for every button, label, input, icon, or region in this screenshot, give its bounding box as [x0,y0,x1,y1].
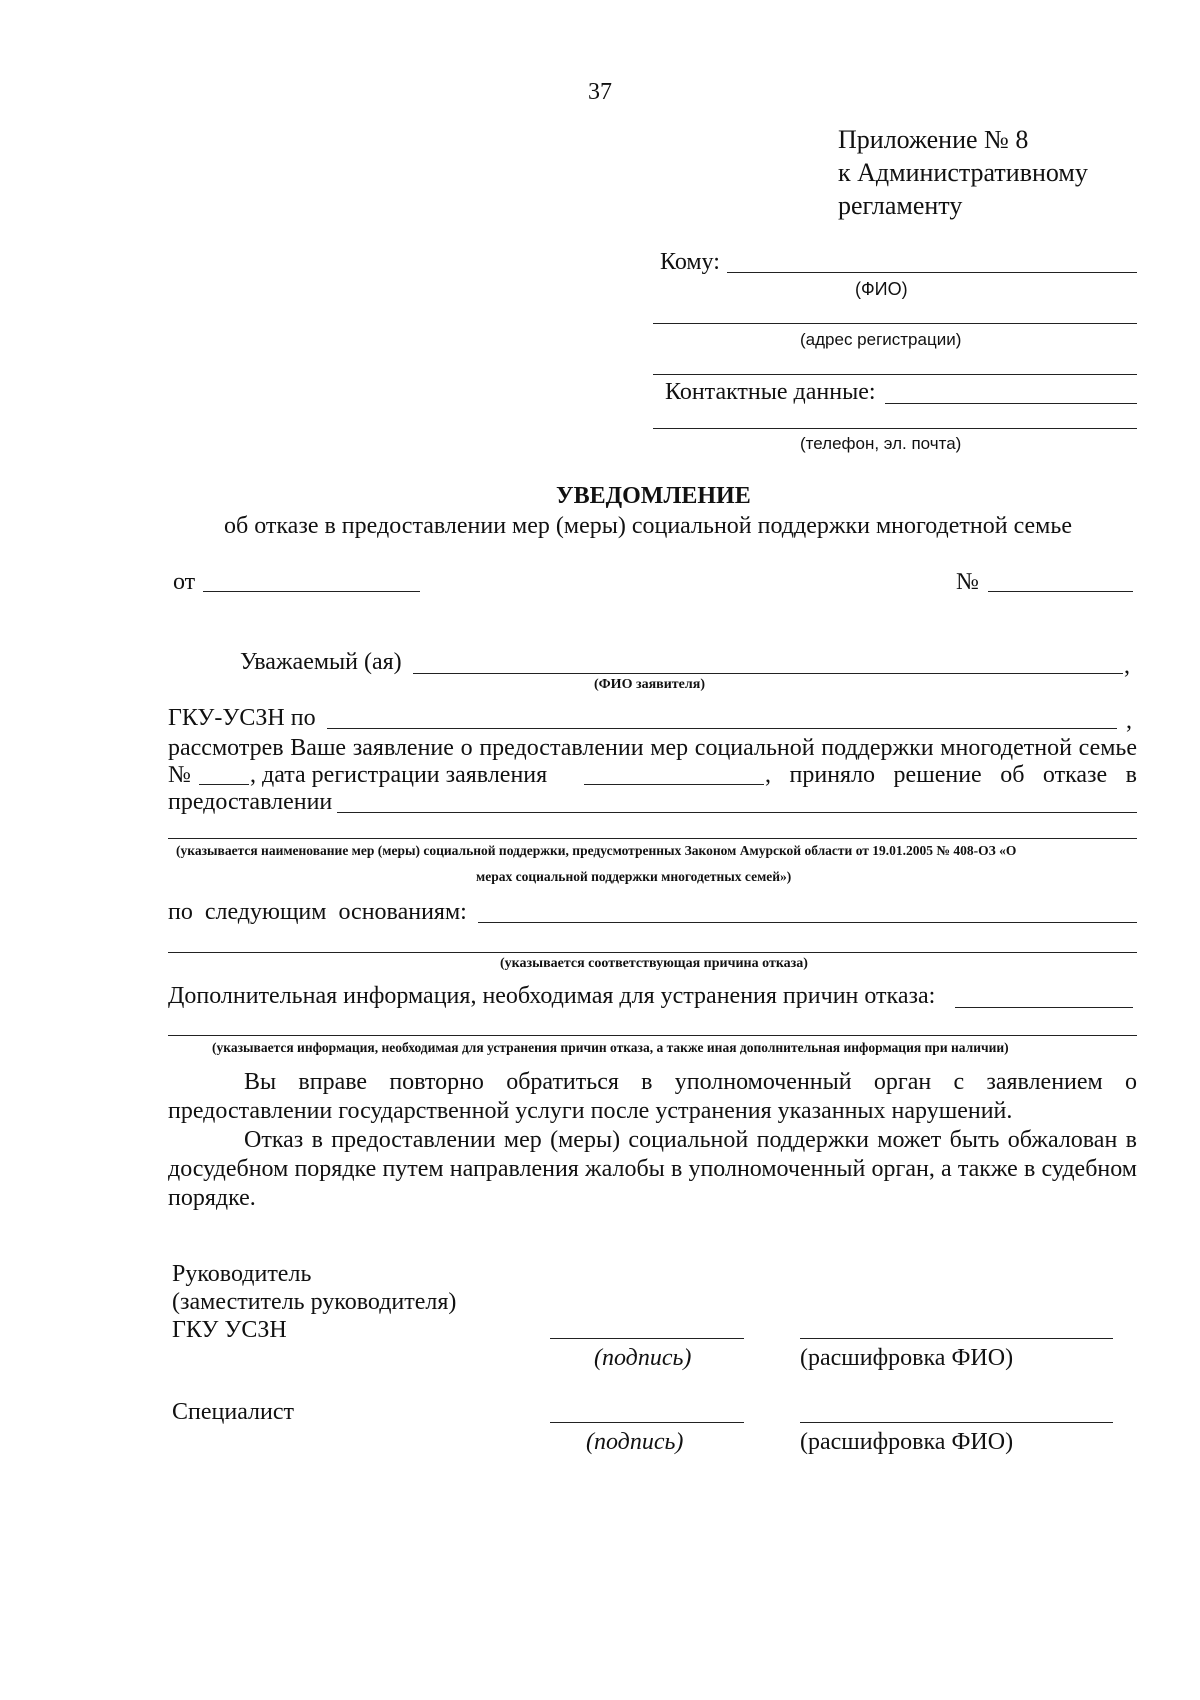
contacts-label: Контактные данные: [665,379,876,405]
head-signature-caption: (подпись) [594,1345,692,1371]
paragraph-resubmit: Вы вправе повторно обратиться в уполномоченный орган с заявлением о предоставлении государственной услуги после устранения указанных нарушений. [168,1069,1137,1124]
fio-caption: (ФИО) [855,279,908,299]
head-signature-field[interactable] [550,1338,744,1339]
grounds-field[interactable] [478,922,1137,923]
head-title-line-2: (заместитель руководителя) [172,1289,457,1315]
additional-field-2[interactable] [168,1035,1137,1036]
specialist-name-field[interactable] [800,1422,1113,1423]
appendix-line-3: регламенту [838,191,963,220]
grounds-label: по следующим основаниям: [168,899,467,925]
provision-label: предоставлении [168,789,333,815]
registration-date-field[interactable] [584,784,764,785]
address-field[interactable] [653,323,1137,324]
application-number-field[interactable] [199,784,249,785]
gku-field[interactable] [327,728,1117,729]
page-number: 37 [588,79,612,105]
specialist-signature-field[interactable] [550,1422,744,1423]
greeting-label: Уважаемый (ая) [240,649,402,675]
head-title-line-1: Руководитель [172,1261,312,1287]
document-subtitle: об отказе в предоставлении мер (меры) социальной поддержки многодетной семье [224,513,1072,539]
head-name-caption: (расшифровка ФИО) [800,1345,1014,1371]
greeting-comma: , [1124,653,1130,679]
decision-text: , приняло решение об отказе в [765,762,1137,788]
additional-caption: (указывается информация, необходимая для устранения причин отказа, а также иная дополнительная информация при наличии) [212,1040,1009,1055]
additional-field[interactable] [955,1007,1133,1008]
address-caption: (адрес регистрации) [800,330,962,349]
applicant-caption: (ФИО заявителя) [594,677,705,692]
grounds-field-2[interactable] [168,952,1137,953]
contacts-field[interactable] [885,403,1137,404]
document-title: УВЕДОМЛЕНИЕ [556,483,751,509]
contacts-field-2[interactable] [653,428,1137,429]
review-line: рассмотрев Ваше заявление о предоставлении мер социальной поддержки многодетной семье [168,735,1137,761]
measures-field[interactable] [168,838,1137,839]
specialist-signature-caption: (подпись) [586,1429,684,1455]
paragraph-appeal: Отказ в предоставлении мер (меры) социальной поддержки может быть обжалован в досудебном порядке путем направления жалобы в уполномоченный орган, а также в судебном порядке. [168,1127,1137,1211]
from-label: от [173,569,196,595]
grounds-caption: (указывается соответствующая причина отказа) [500,956,808,971]
gku-label: ГКУ-УСЗН по [168,705,316,731]
appendix-line-2: к Административному [838,158,1088,187]
address-field-2[interactable] [653,374,1137,375]
specialist-name-caption: (расшифровка ФИО) [800,1429,1014,1455]
additional-label: Дополнительная информация, необходимая для устранения причин отказа: [168,983,936,1009]
specialist-label: Специалист [172,1399,295,1425]
measures-caption-1: (указывается наименование мер (меры) социальной поддержки, предусмотренных Законом Амурской области от 19.01.2005 № 408-ОЗ «О [176,843,1017,858]
gku-comma: , [1126,708,1132,734]
appendix-line-1: Приложение № 8 [838,125,1029,154]
from-date-field[interactable] [203,591,420,592]
head-name-field[interactable] [800,1338,1113,1339]
number-label: № [956,569,979,595]
head-title-line-3: ГКУ УСЗН [172,1317,287,1343]
to-label: Кому: [660,249,720,275]
application-number-label: № [168,762,191,788]
number-field[interactable] [988,591,1133,592]
applicant-fio-field[interactable] [413,673,1123,674]
measures-caption-2: мерах социальной поддержки многодетных семей») [476,869,792,884]
provision-field[interactable] [337,812,1137,813]
contacts-caption: (телефон, эл. почта) [800,434,962,453]
registration-date-label: , дата регистрации заявления [250,762,548,788]
to-fio-field[interactable] [727,272,1137,273]
